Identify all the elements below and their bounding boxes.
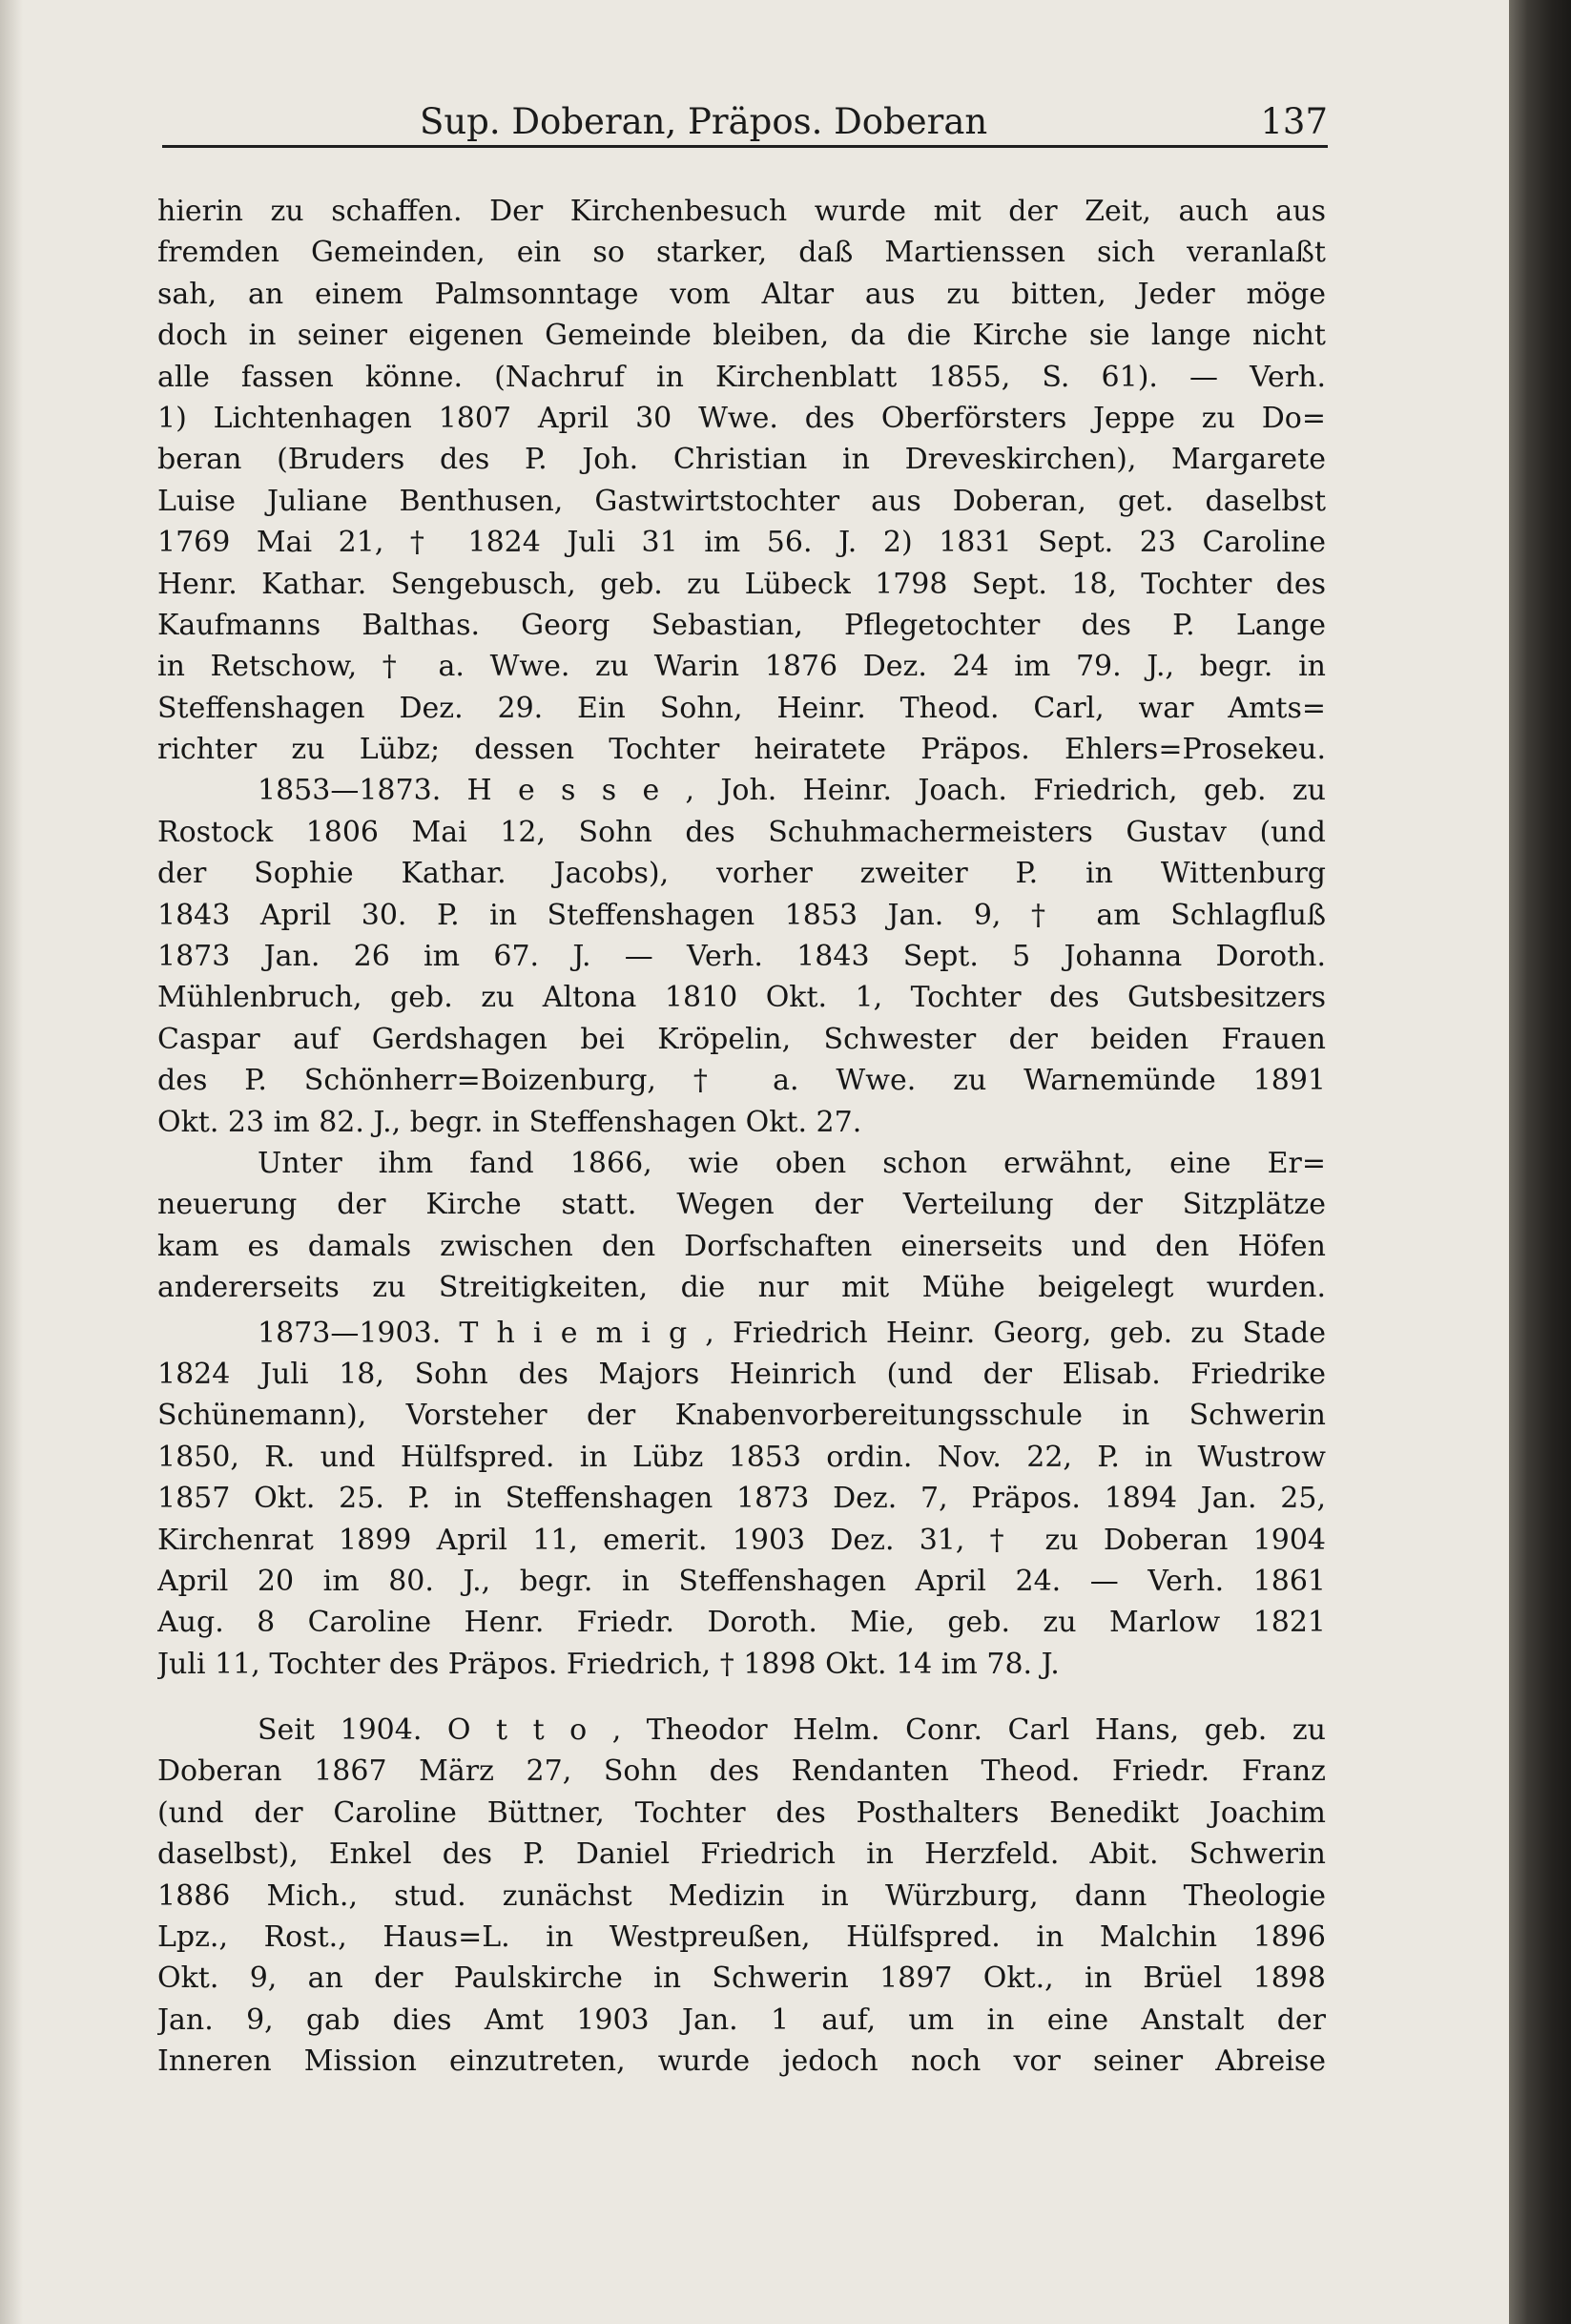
text-line: hierin zu schaffen. Der Kirchenbesuch wurde mit der Zeit, auch aus <box>157 195 1326 228</box>
text-line: beran (Bruders des P. Joh. Christian in Dreveskirchen), Margarete <box>157 443 1326 477</box>
text-line: 1857 Okt. 25. P. in Steffenshagen 1873 Dez. 7, Präpos. 1894 Jan. 25, <box>157 1482 1326 1516</box>
text-line: Kirchenrat 1899 April 11, emerit. 1903 Dez. 31, † zu Doberan 1904 <box>157 1523 1326 1557</box>
text-line: Caspar auf Gerdshagen bei Kröpelin, Schwester der beiden Frauen <box>157 1022 1326 1056</box>
text-line: Seit 1904. O t t o , Theodor Helm. Conr. Carl Hans, geb. zu <box>258 1713 1326 1748</box>
text-line: 1824 Juli 18, Sohn des Majors Heinrich (und der Elisab. Friedrike <box>157 1357 1326 1391</box>
text-line: andererseits zu Streitigkeiten, die nur mit Mühe beigelegt wurden. <box>157 1271 1326 1305</box>
text-line: Henr. Kathar. Sengebusch, geb. zu Lübeck 1798 Sept. 18, Tochter des <box>157 567 1326 601</box>
paragraph-entry-thiemig <box>157 1313 1326 1686</box>
header-rule <box>162 145 1328 148</box>
text-line: (und der Caroline Büttner, Tochter des Posthalters Benedikt Joachim <box>157 1795 1326 1830</box>
text-line: Unter ihm fand 1866, wie oben schon erwähnt, eine Er= <box>258 1146 1326 1180</box>
paragraph-entry-hesse <box>157 770 1326 1143</box>
text-line: 1850, R. und Hülfspred. in Lübz 1853 ordin. Nov. 22, P. in Wustrow <box>157 1440 1326 1474</box>
text-line: Inneren Mission einzutreten, wurde jedoch noch vor seiner Abreise <box>157 2044 1326 2079</box>
text-line: Aug. 8 Caroline Henr. Friedr. Doroth. Mie, geb. zu Marlow 1821 <box>157 1606 1326 1640</box>
page-edge-shadow <box>1509 0 1571 2324</box>
text-line: 1886 Mich., stud. zunächst Medizin in Würzburg, dann Theologie <box>157 1878 1326 1913</box>
text-line: neuerung der Kirche statt. Wegen der Verteilung der Sitzplätze <box>157 1188 1326 1222</box>
running-header <box>162 95 1328 149</box>
text-line: 1853—1873. H e s s e , Joh. Heinr. Joach. Friedrich, geb. zu <box>258 774 1326 808</box>
page-body <box>157 191 1326 2083</box>
text-line: Doberan 1867 März 27, Sohn des Rendanten Theod. Friedr. Franz <box>157 1754 1326 1789</box>
text-line: des P. Schönherr=Boizenburg, † a. Wwe. zu Warnemünde 1891 <box>157 1064 1326 1098</box>
text-line: Lpz., Rost., Haus=L. in Westpreußen, Hülfspred. in Malchin 1896 <box>157 1920 1326 1955</box>
binding-shadow <box>0 0 23 2324</box>
text-line: Okt. 9, an der Paulskirche in Schwerin 1897 Okt., in Brüel 1898 <box>157 1961 1326 1996</box>
text-line: in Retschow, † a. Wwe. zu Warin 1876 Dez. 24 im 79. J., begr. in <box>157 650 1326 684</box>
text-line: Schünemann), Vorsteher der Knabenvorbereitungsschule in Schwerin <box>157 1399 1326 1433</box>
text-line: Juli 11, Tochter des Präpos. Friedrich, † 1898 Okt. 14 im 78. J. <box>157 1647 1060 1681</box>
page-number: 137 <box>1260 101 1328 142</box>
paragraph-entry-otto <box>157 1710 1326 2083</box>
paragraph-renovation <box>157 1143 1326 1309</box>
text-line: Rostock 1806 Mai 12, Sohn des Schuhmachermeisters Gustav (und <box>157 815 1326 849</box>
text-line: Okt. 23 im 82. J., begr. in Steffenshagen Okt. 27. <box>157 1105 862 1139</box>
text-line: April 20 im 80. J., begr. in Steffenshagen April 24. — Verh. 1861 <box>157 1564 1326 1598</box>
text-line: 1769 Mai 21, † 1824 Juli 31 im 56. J. 2) 1831 Sept. 23 Caroline <box>157 526 1326 560</box>
text-line: kam es damals zwischen den Dorfschaften einerseits und den Höfen <box>157 1229 1326 1263</box>
text-line: richter zu Lübz; dessen Tochter heiratete Präpos. Ehlers=Prosekeu. <box>157 733 1326 767</box>
text-line: 1) Lichtenhagen 1807 April 30 Wwe. des Oberförsters Jeppe zu Do= <box>157 401 1326 435</box>
paragraph-continuation <box>157 191 1326 770</box>
text-line: Jan. 9, gab dies Amt 1903 Jan. 1 auf, um in eine Anstalt der <box>157 2002 1326 2037</box>
text-line: sah, an einem Palmsonntage vom Altar aus zu bitten, Jeder möge <box>157 277 1326 311</box>
text-line: 1873—1903. T h i e m i g , Friedrich Heinr. Georg, geb. zu Stade <box>258 1316 1326 1350</box>
text-line: 1843 April 30. P. in Steffenshagen 1853 Jan. 9, † am Schlagfluß <box>157 898 1326 932</box>
text-line: der Sophie Kathar. Jacobs), vorher zweiter P. in Wittenburg <box>157 857 1326 891</box>
text-line: Steffenshagen Dez. 29. Ein Sohn, Heinr. Theod. Carl, war Amts= <box>157 691 1326 725</box>
text-line: doch in seiner eigenen Gemeinde bleiben, da die Kirche sie lange nicht <box>157 319 1326 353</box>
text-line: Luise Juliane Benthusen, Gastwirtstochter aus Doberan, get. daselbst <box>157 484 1326 518</box>
text-line: fremden Gemeinden, ein so starker, daß Martienssen sich veranlaßt <box>157 236 1326 270</box>
text-line: daselbst), Enkel des P. Daniel Friedrich in Herzfeld. Abit. Schwerin <box>157 1837 1326 1872</box>
text-line: Kaufmanns Balthas. Georg Sebastian, Pflegetochter des P. Lange <box>157 608 1326 642</box>
text-line: Mühlenbruch, geb. zu Altona 1810 Okt. 1, Tochter des Gutsbesitzers <box>157 981 1326 1015</box>
text-line: alle fassen könne. (Nachruf in Kirchenblatt 1855, S. 61). — Verh. <box>157 360 1326 394</box>
running-title: Sup. Doberan, Präpos. Doberan <box>420 101 988 142</box>
text-line: 1873 Jan. 26 im 67. J. — Verh. 1843 Sept. 5 Johanna Doroth. <box>157 940 1326 974</box>
